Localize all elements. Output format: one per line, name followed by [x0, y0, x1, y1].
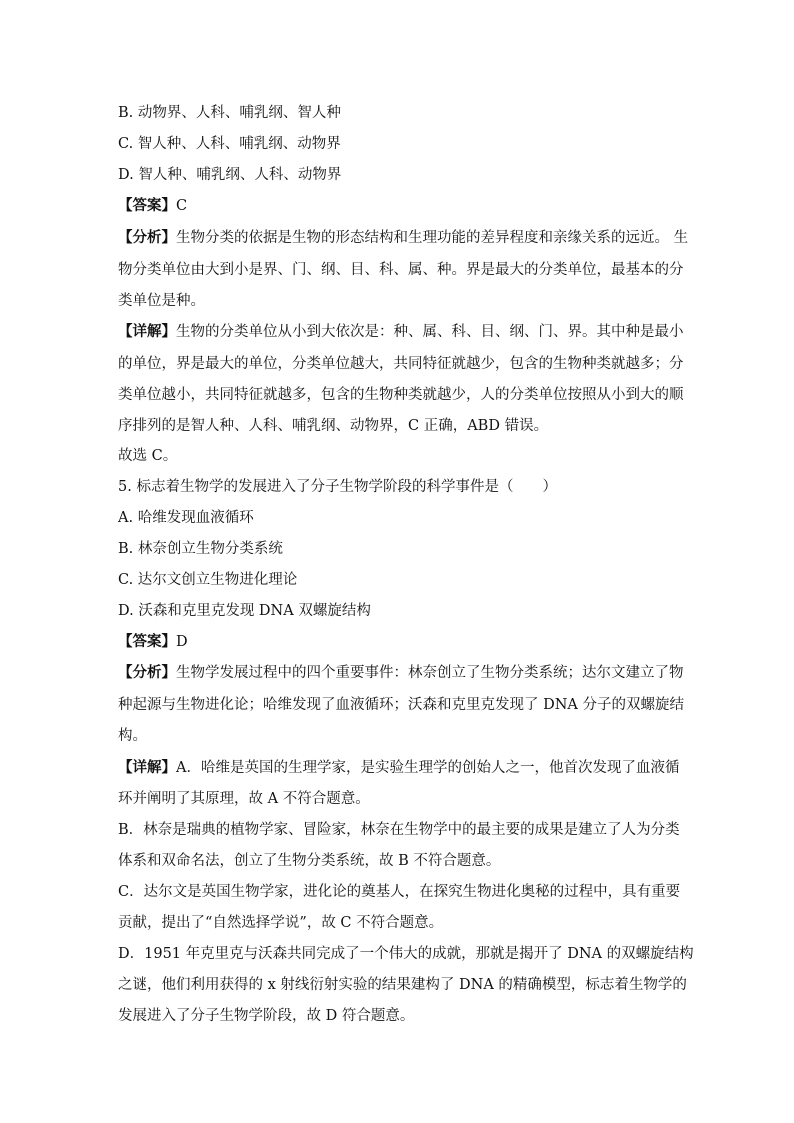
option-d: D. 智人种、哺乳纲、人科、动物界 — [118, 167, 342, 183]
q5-detail-line-2: 环并阐明了其原理，故 A 不符合题意。 — [118, 791, 370, 807]
q5-analysis-line-3: 构。 — [118, 728, 147, 744]
detail-line-1: 【详解】生物的分类单位从小到大依次是：种、属、科、目、纲、门、界。其中种是最小 — [118, 323, 684, 340]
analysis-line-2: 物分类单位由大到小是界、门、纲、目、科、属、种。界是最大的分类单位，最基本的分 — [118, 262, 684, 278]
q5-detail-line-7: D．1951 年克里克与沃森共同完成了一个伟大的成就，那就是揭开了 DNA 的双螺旋结构 — [118, 946, 694, 962]
detail-tag: 【详解】 — [118, 323, 176, 340]
q5-analysis-line-1: 【分析】生物学发展过程中的四个重要事件：林奈创立了生物分类系统；达尔文建立了物 — [118, 664, 684, 681]
q5-detail-line-3: B．林奈是瑞典的植物学家、冒险家，林奈在生物学中的最主要的成果是建立了人为分类 — [118, 822, 680, 838]
q5-option-a: A. 哈维发现血液循环 — [118, 510, 254, 526]
detail-line-4: 序排列的是智人种、人科、哺乳纲、动物界，C 正确，ABD 错误。 — [118, 418, 549, 434]
q5-option-c: C. 达尔文创立生物进化理论 — [118, 572, 298, 588]
conclusion: 故选 C。 — [118, 448, 178, 464]
analysis-line-1: 【分析】生物分类的依据是生物的形态结构和生理功能的差异程度和亲缘关系的远近。 生 — [118, 229, 689, 246]
q5-analysis-line-2: 种起源与生物进化论；哈维发现了血液循环；沃森和克里克发现了 DNA 分子的双螺旋结 — [118, 697, 684, 713]
q5-detail-line-5: C．达尔文是英国生物学家，进化论的奠基人，在探究生物进化奥秘的过程中，具有重要 — [118, 884, 681, 900]
q5-detail-line-9: 发展进入了分子生物学阶段，故 D 符合题意。 — [118, 1008, 415, 1024]
q5-detail-line-4: 体系和双命名法，创立了生物分类系统，故 B 不符合题意。 — [118, 853, 501, 869]
q5-detail-line-8: 之谜，他们利用获得的 x 射线衍射实验的结果建构了 DNA 的精确模型，标志着生物学的 — [118, 977, 687, 993]
answer-value: D — [176, 634, 188, 650]
answer-tag: 【答案】 — [118, 197, 176, 214]
q5-answer-line — [118, 633, 188, 651]
q5-detail-line-6: 贡献，提出了“自然选择学说”，故 C 不符合题意。 — [118, 915, 444, 931]
answer-line — [118, 197, 187, 215]
analysis-line-3: 类单位是种。 — [118, 293, 205, 309]
detail-line-2: 的单位，界是最大的单位，分类单位越大，共同特征就越少，包含的生物种类就越多；分 — [118, 356, 684, 372]
option-b: B. 动物界、人科、哺乳纲、智人种 — [118, 105, 341, 121]
detail-tag: 【详解】 — [118, 759, 176, 776]
analysis-tag: 【分析】 — [118, 664, 176, 681]
detail-line-3: 类单位越小，共同特征就越多，包含的生物种类就越少，人的分类单位按照从小到大的顺 — [118, 387, 684, 403]
q5-option-d: D. 沃森和克里克发现 DNA 双螺旋结构 — [118, 603, 371, 619]
q5-detail-line-1: 【详解】A．哈维是英国的生理学家，是实验生理学的创始人之一，他首次发现了血液循 — [118, 759, 680, 776]
option-c: C. 智人种、人科、哺乳纲、动物界 — [118, 136, 341, 152]
analysis-tag: 【分析】 — [118, 229, 176, 246]
answer-value: C — [176, 198, 188, 214]
question-5: 5. 标志着生物学的发展进入了分子生物学阶段的科学事件是（ ） — [118, 479, 557, 495]
q5-option-b: B. 林奈创立生物分类系统 — [118, 541, 283, 557]
answer-tag: 【答案】 — [118, 633, 176, 650]
